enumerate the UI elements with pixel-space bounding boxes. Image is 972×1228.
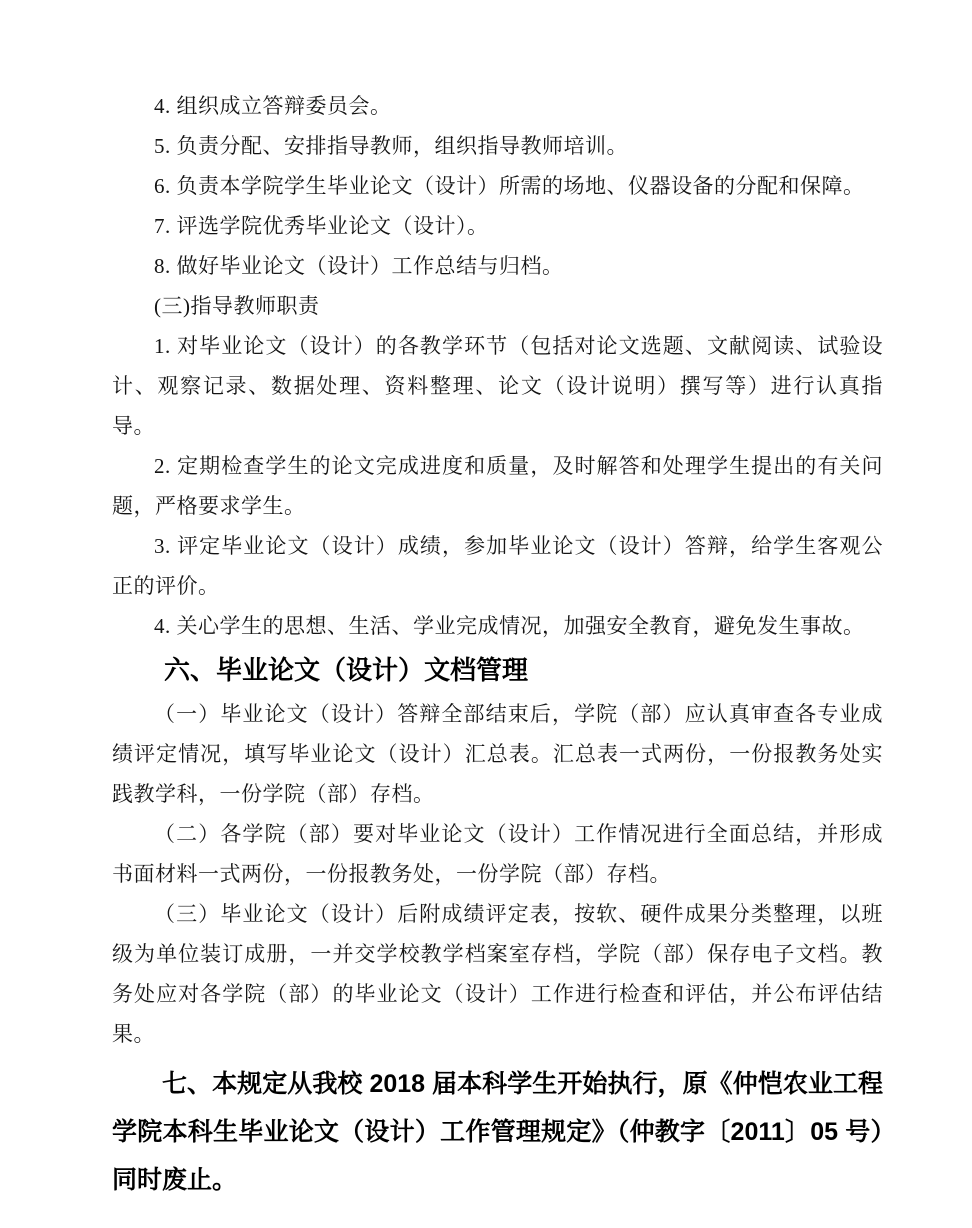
numbered-item-7: 7. 评选学院优秀毕业论文（设计）。 [154, 214, 489, 238]
doc-management-item-1: （一）毕业论文（设计）答辩全部结束后，学院（部）应认真审查各专业成绩评定情况，填写毕业论文（设计）汇总表。汇总表一式两份，一份报教务处实践教学科，一份学院（部）存档。 [112, 702, 883, 806]
advisor-duty-item-1: 1. 对毕业论文（设计）的各教学环节（包括对论文选题、文献阅读、试验设计、观察记录、数据处理、资料整理、论文（设计说明）撰写等）进行认真指导。 [112, 334, 883, 438]
section-heading-document-management: 六、毕业论文（设计）文档管理 [164, 655, 529, 685]
doc-management-item-3: （三）毕业论文（设计）后附成绩评定表，按软、硬件成果分类整理，以班级为单位装订成册，一并交学校教学档案室存档，学院（部）保存电子文档。教务处应对各学院（部）的毕业论文（设计）工作进行检查和评估，并公布评估结果。 [112, 902, 883, 1046]
advisor-duty-item-4: 4. 关心学生的思想、生活、学业完成情况，加强安全教育，避免发生事故。 [154, 614, 865, 638]
advisor-duty-item-3: 3. 评定毕业论文（设计）成绩，参加毕业论文（设计）答辩，给学生客观公正的评价。 [112, 534, 883, 598]
doc-management-item-2: （二）各学院（部）要对毕业论文（设计）工作情况进行全面总结，并形成书面材料一式两份，一份报教务处，一份学院（部）存档。 [112, 822, 883, 886]
advisor-duty-item-2: 2. 定期检查学生的论文完成进度和质量，及时解答和处理学生提出的有关问题，严格要求学生。 [112, 454, 883, 518]
numbered-item-8: 8. 做好毕业论文（设计）工作总结与归档。 [154, 254, 564, 278]
numbered-item-5: 5. 负责分配、安排指导教师，组织指导教师培训。 [154, 134, 628, 158]
numbered-item-4: 4. 组织成立答辩委员会。 [154, 94, 392, 118]
final-provision-paragraph: 七、本规定从我校 2018 届本科学生开始执行，原《仲恺农业工程学院本科生毕业论文（设计）工作管理规定》（仲教字〔2011〕05 号）同时废止。 [112, 1070, 883, 1194]
subsection-label-advisor-duties: (三)指导教师职责 [154, 294, 320, 318]
numbered-item-6: 6. 负责本学院学生毕业论文（设计）所需的场地、仪器设备的分配和保障。 [154, 174, 865, 198]
